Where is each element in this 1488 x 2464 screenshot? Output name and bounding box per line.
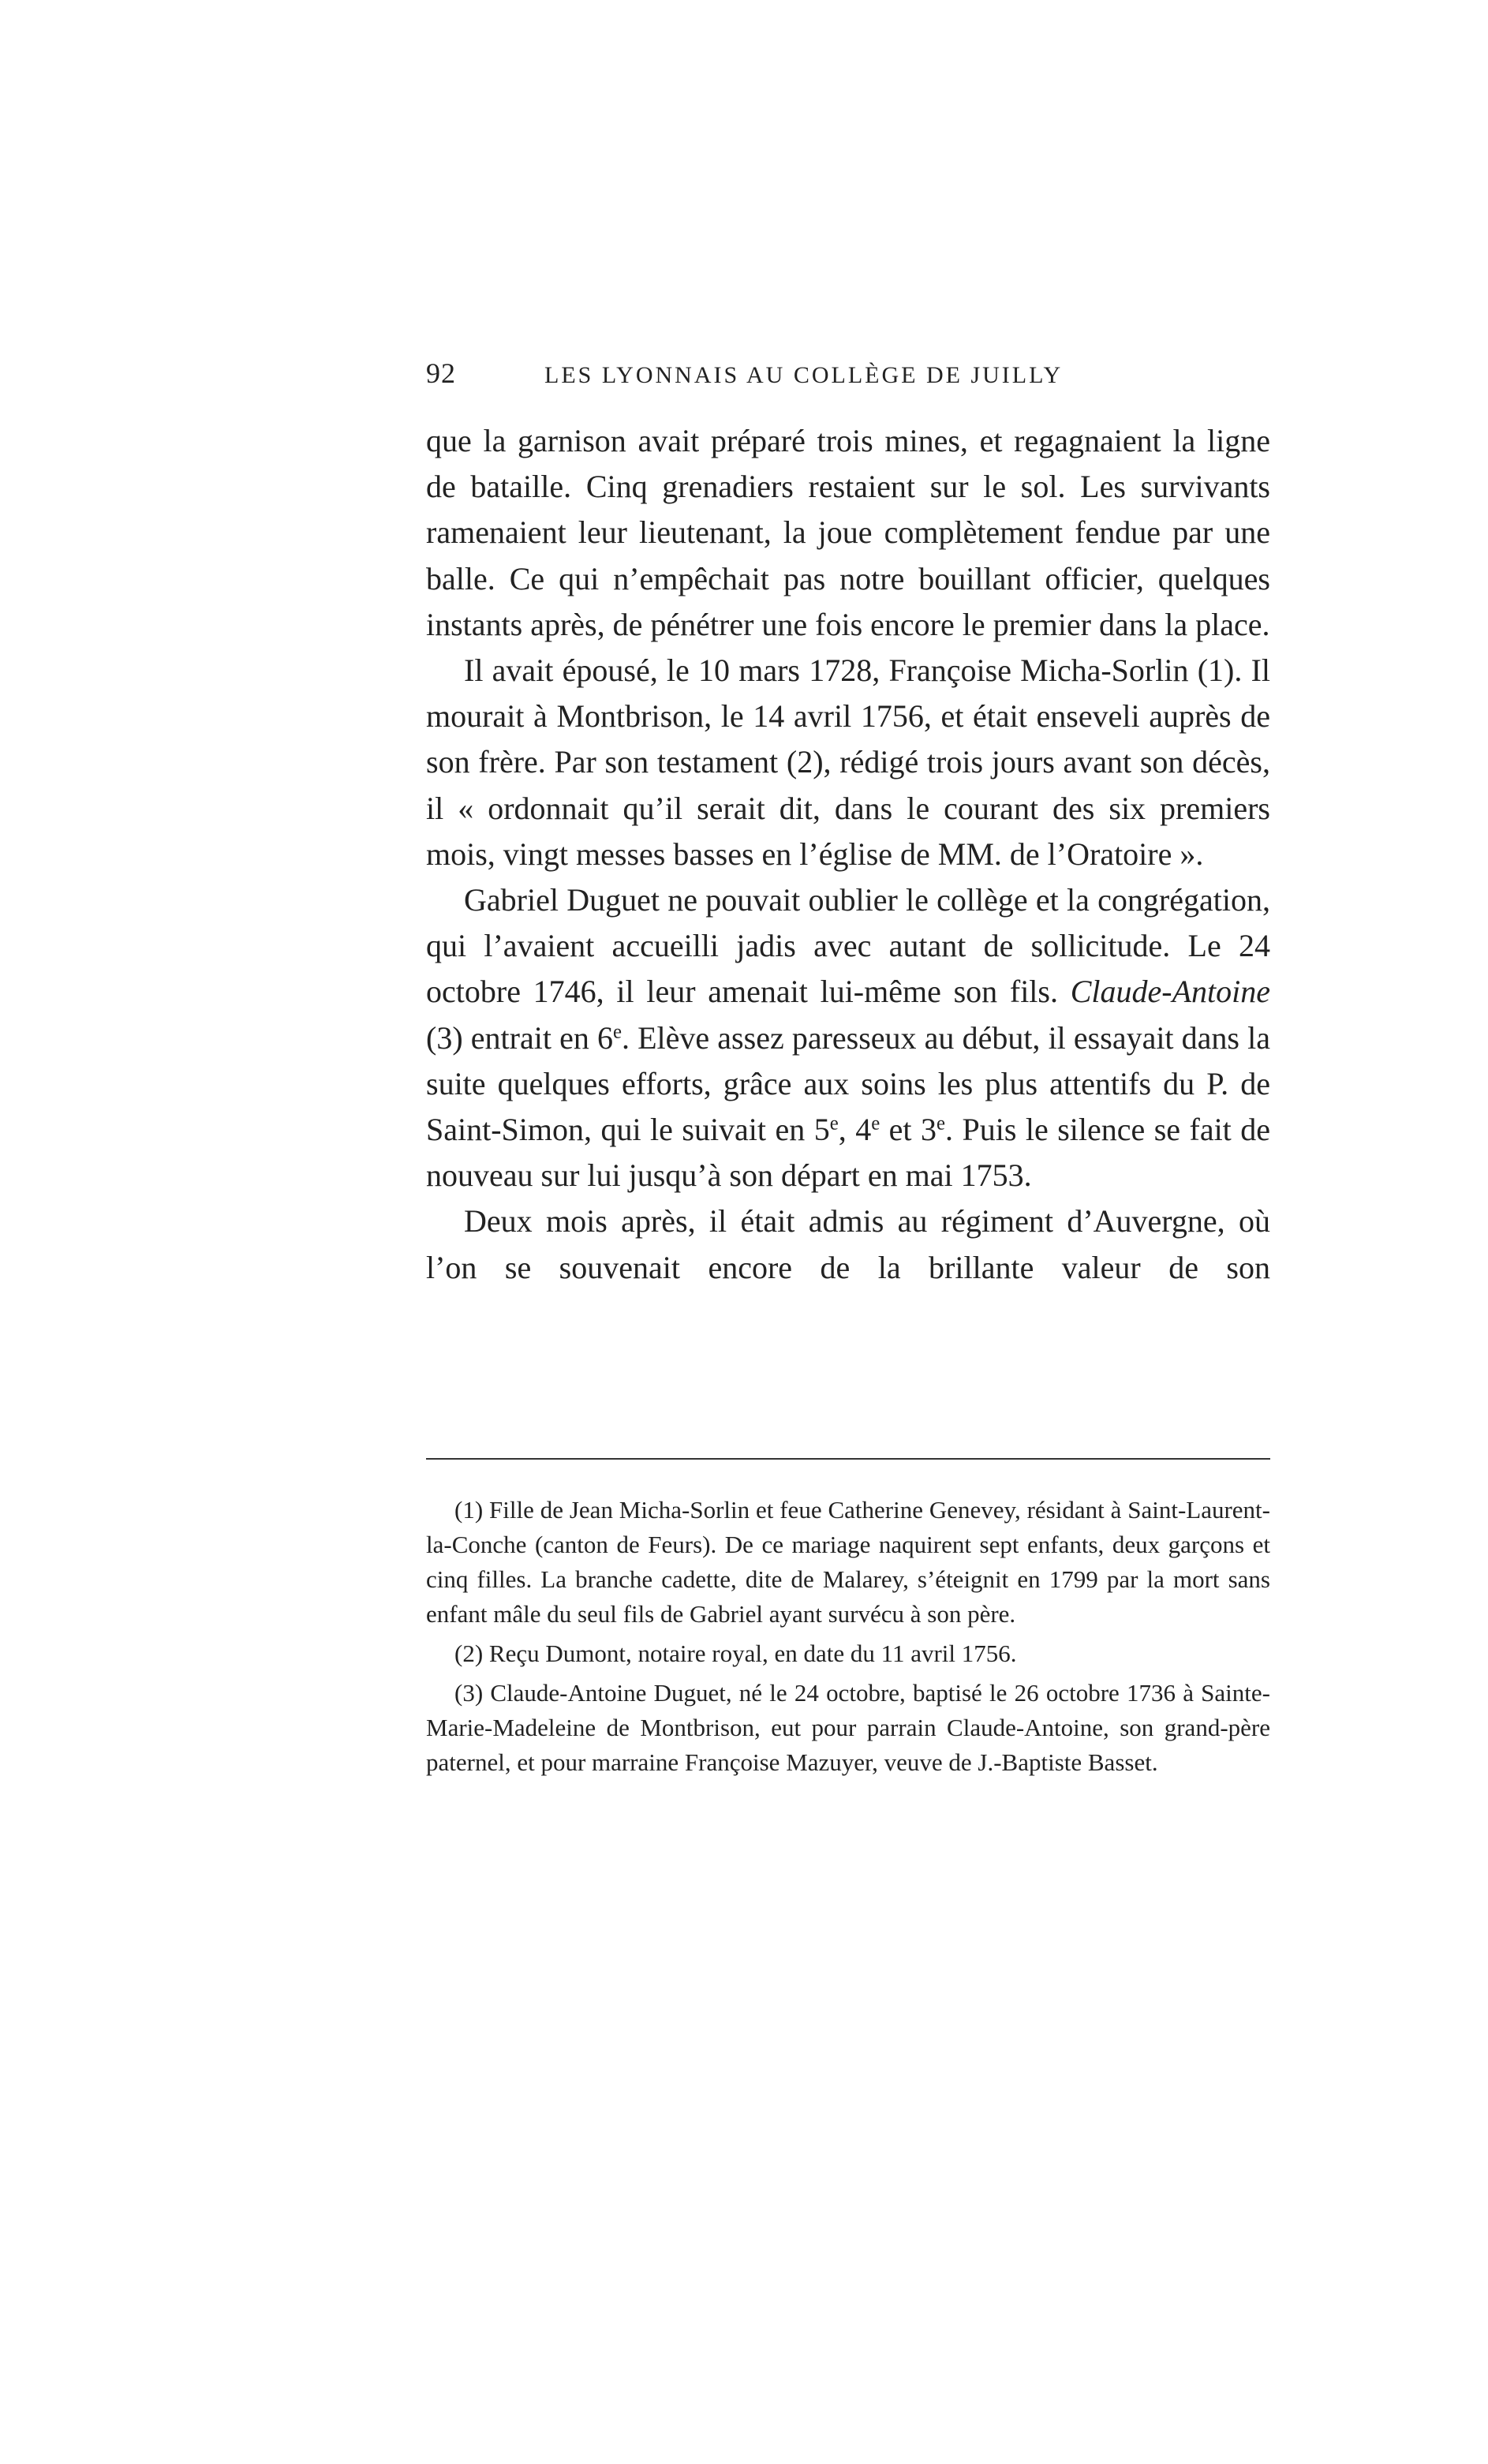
paragraph-text: Gabriel Duguet ne pouvait oublier le collège et la congrégation, qui l’avaient accueilli jadis avec autant de sollicitude. Le 24 octobre 1746, il leur amenait lui-même son fils. bbox=[426, 882, 1270, 1010]
person-name-italic: Claude-Antoine bbox=[1070, 974, 1270, 1010]
paragraph-marriage-death: Il avait épousé, le 10 mars 1728, Françoise Micha-Sorlin (1). Il mourait à Montbrison, le 14 avril 1756, et était enseveli auprès de son frère. Par son testament (2), rédigé trois jours avant son décès, il « ordonnait qu’il serait dit, dans le courant des six premiers mois, vingt messes basses en l’église de MM. de l’Oratoire ». bbox=[426, 652, 1270, 872]
paragraph-text: et 3 bbox=[880, 1112, 937, 1148]
paragraph-text: (3) entrait en 6 bbox=[426, 1019, 613, 1056]
running-head: LES LYONNAIS AU COLLÈGE DE JUILLY bbox=[544, 362, 1064, 388]
superscript: e bbox=[871, 1112, 880, 1135]
footnote-3: (3) Claude-Antoine Duguet, né le 24 octobre, baptisé le 26 octobre 1736 à Sainte-Marie-Madeleine de Montbrison, eut pour parrain Claude-Antoine, son grand-père paternel, et pour marraine Françoise Mazuyer, veuve de J.-Baptiste Basset. bbox=[426, 1679, 1270, 1776]
superscript: e bbox=[937, 1112, 946, 1135]
page-number: 92 bbox=[426, 357, 456, 389]
paragraph-regiment: Deux mois après, il était admis au régiment d’Auvergne, où l’on se souvenait encore de la brillante valeur de son bbox=[426, 1203, 1270, 1285]
footnotes bbox=[426, 1493, 1270, 1785]
superscript: e bbox=[829, 1112, 839, 1135]
footnote-1: (1) Fille de Jean Micha-Sorlin et feue Catherine Genevey, résidant à Saint-Laurent-la-Conche (canton de Feurs). De ce mariage naquirent sept enfants, deux garçons et cinq filles. La branche cadette, dite de Malarey, s’éteignit en 1799 par la mort sans enfant mâle du seul fils de Gabriel ayant survécu à son père. bbox=[426, 1496, 1270, 1628]
paragraph-claude-antoine bbox=[426, 877, 1270, 1198]
main-text bbox=[426, 418, 1270, 1291]
footnote-2: (2) Reçu Dumont, notaire royal, en date du 11 avril 1756. bbox=[454, 1640, 1017, 1667]
paragraph-text: . Puis le silence se fait de nouveau sur lui jusqu’à son départ en mai 1753. bbox=[426, 1112, 1271, 1194]
superscript: e bbox=[612, 1021, 622, 1043]
footnote-separator bbox=[426, 1458, 1270, 1460]
paragraph-text: . Elève assez paresseux au début, il essayait dans la suite quelques efforts, grâce aux soins les plus attentifs du P. de Saint-Simon, qui le suivait en 5 bbox=[426, 1019, 1270, 1148]
paragraph-continuation: que la garnison avait préparé trois mines, et regagnaient la ligne de bataille. Cinq grenadiers restaient sur le sol. Les survivants ramenaient leur lieutenant, la joue complètement fendue par une balle. Ce qui n’empêchait pas notre bouillant officier, quelques instants après, de pénétrer une fois encore le premier dans la place. bbox=[426, 423, 1270, 642]
paragraph-text: , 4 bbox=[838, 1112, 872, 1148]
page-header bbox=[426, 357, 1270, 404]
